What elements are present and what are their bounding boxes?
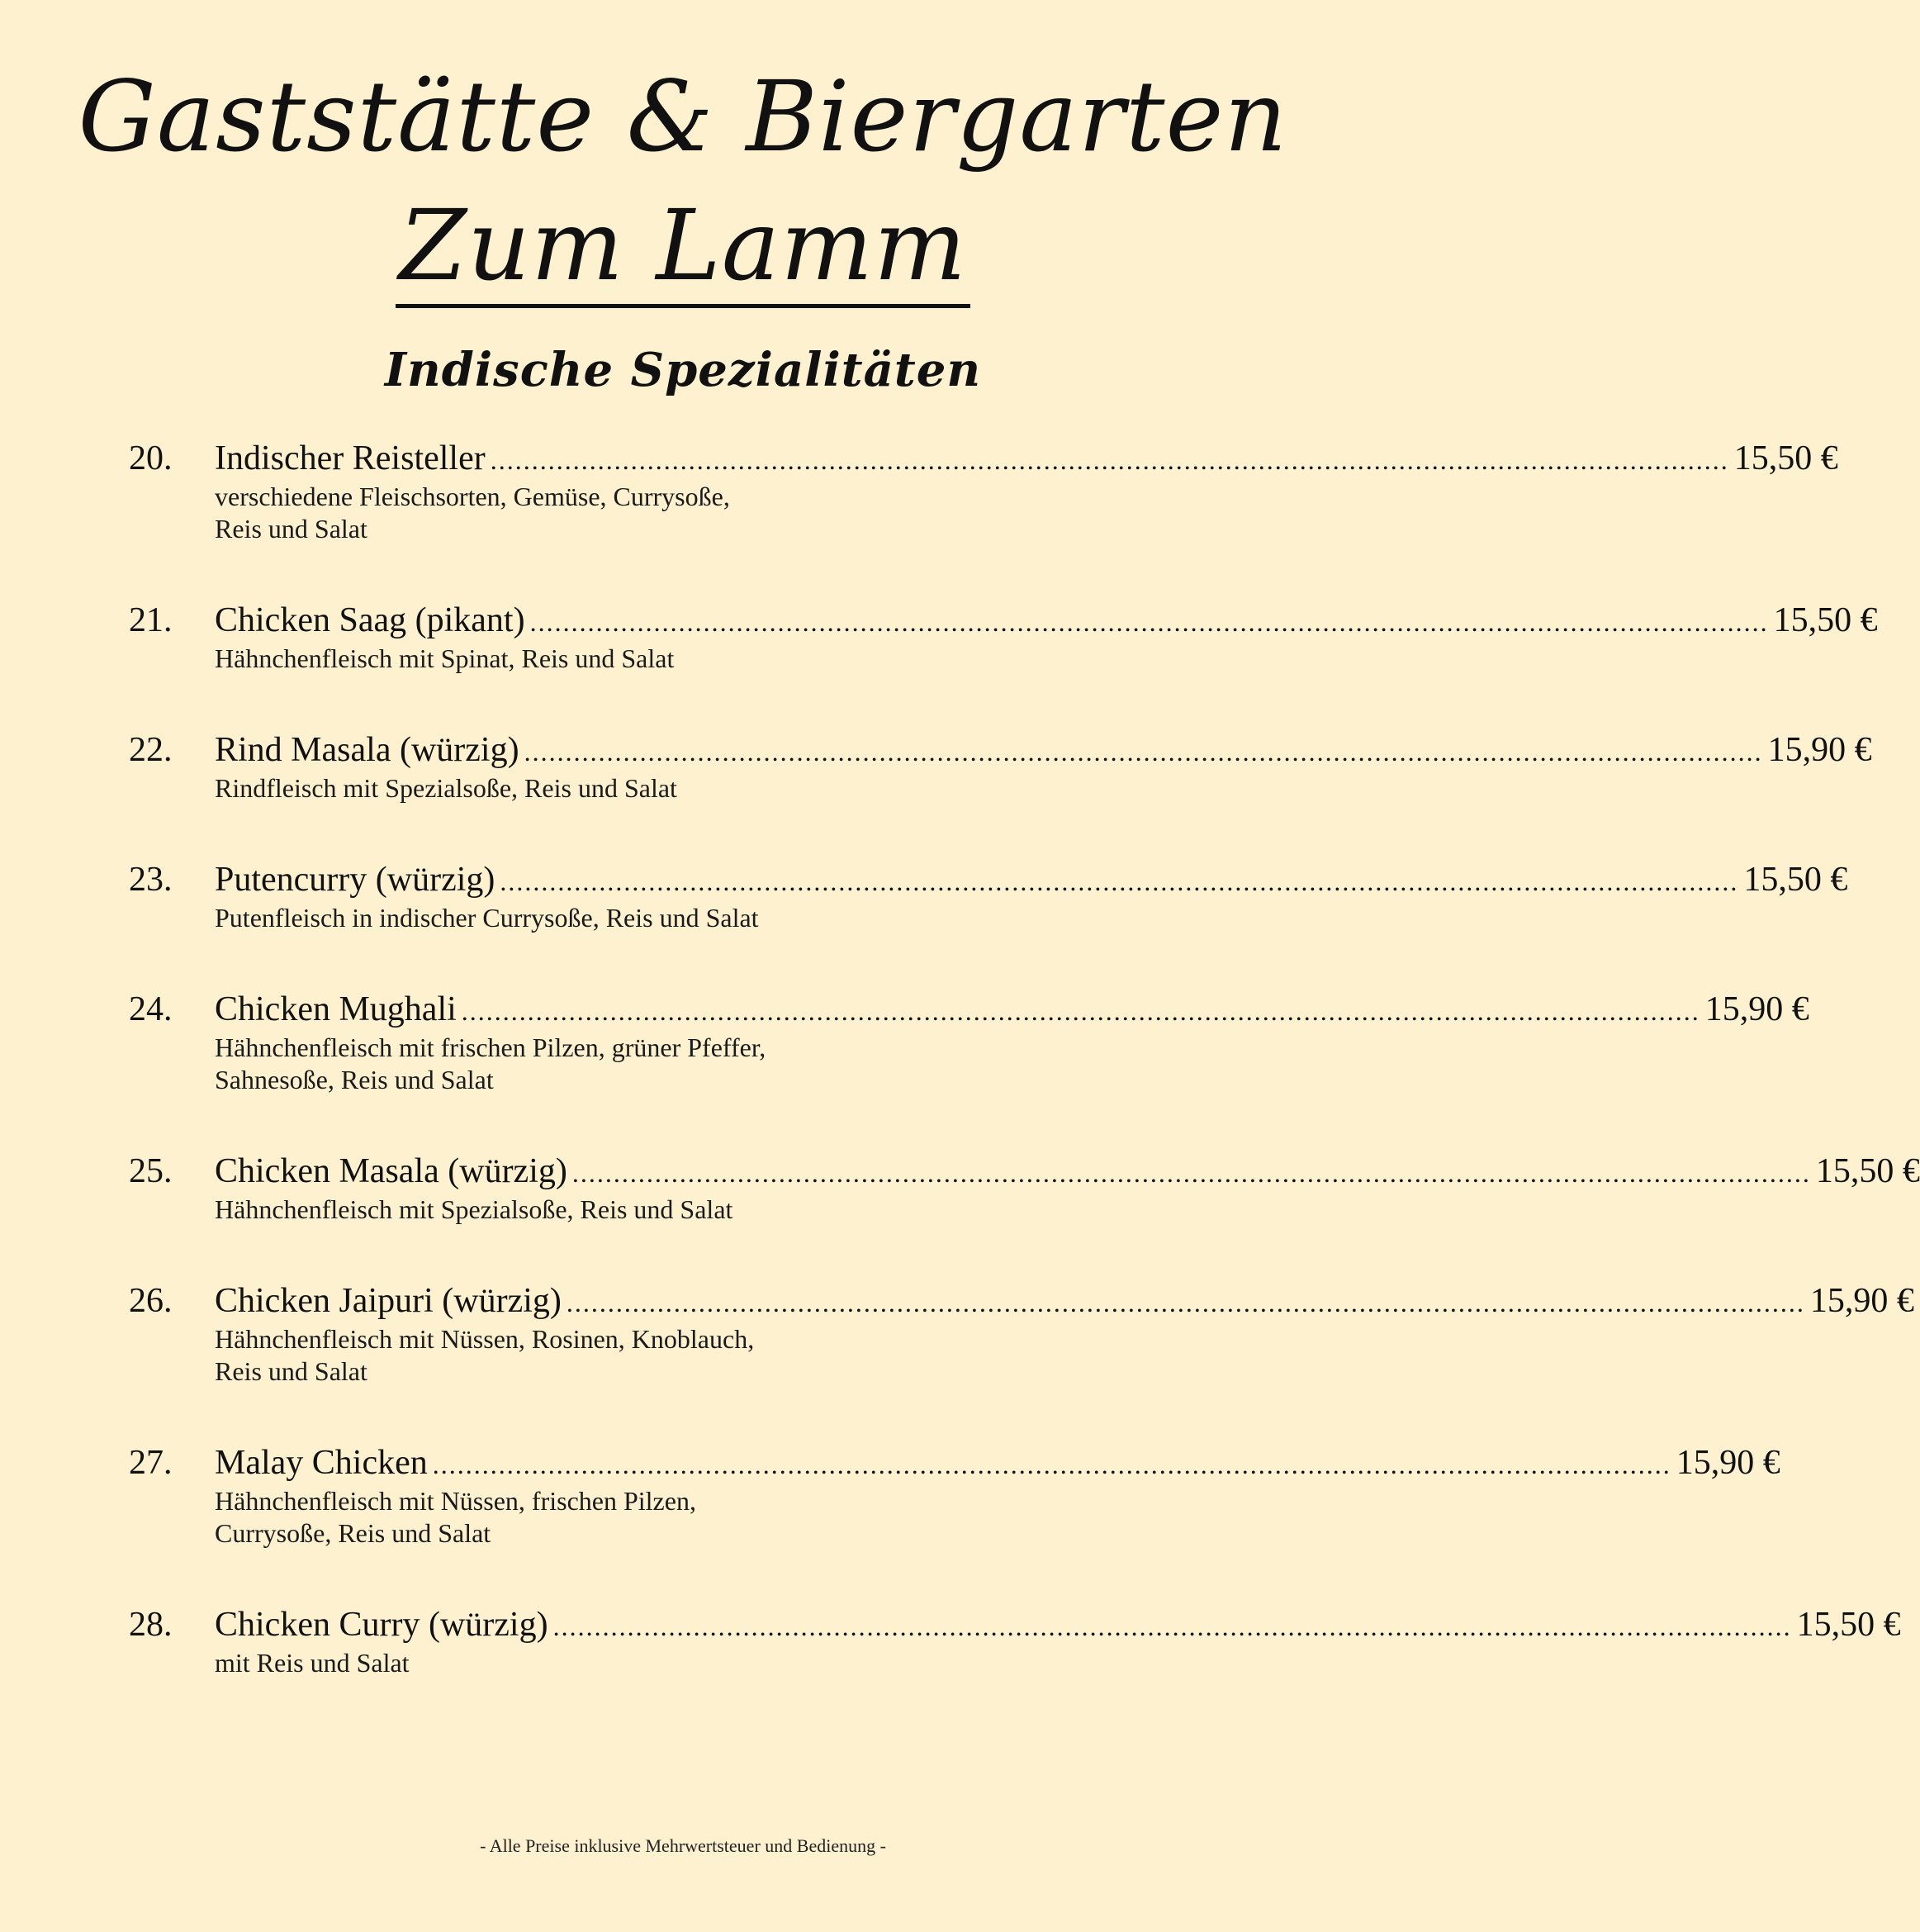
item-number: 25. <box>129 1152 173 1190</box>
dot-leader: ...................................................................................................................................................... <box>529 607 1769 637</box>
item-name: Rind Masala (würzig) <box>215 731 519 769</box>
item-description-line: Hähnchenfleisch mit Nüssen, frischen Pilzen, <box>215 1486 696 1516</box>
item-price: 15,50 € <box>1815 1152 1920 1190</box>
dot-leader: ...................................................................................................................................................... <box>461 996 1700 1026</box>
item-price: 15,90 € <box>1767 731 1872 769</box>
item-name: Chicken Saag (pikant) <box>215 601 525 639</box>
item-number: 28. <box>129 1606 173 1644</box>
item-description-line: Hähnchenfleisch mit Spinat, Reis und Salat <box>215 643 675 673</box>
item-description <box>215 1323 1211 1388</box>
item-description-line: Reis und Salat <box>215 1356 367 1386</box>
dot-leader: ...................................................................................................................................................... <box>571 1158 1811 1188</box>
dot-leader: ...................................................................................................................................................... <box>566 1288 1805 1317</box>
item-description-line: Hähnchenfleisch mit Nüssen, Rosinen, Knoblauch, <box>215 1324 755 1354</box>
item-description-line: Hähnchenfleisch mit frischen Pilzen, grüner Pfeffer, <box>215 1032 766 1062</box>
item-description <box>215 772 1211 805</box>
item-name: Malay Chicken <box>215 1444 428 1482</box>
menu-item <box>129 598 1878 675</box>
item-description-line: Sahnesoße, Reis und Salat <box>215 1065 494 1094</box>
restaurant-name <box>0 188 1366 302</box>
item-description <box>215 1485 1211 1550</box>
item-number: 27. <box>129 1444 173 1482</box>
item-description <box>215 481 1211 545</box>
item-number: 21. <box>129 601 173 639</box>
menu-item <box>129 728 1872 805</box>
menu-item <box>129 1441 1780 1550</box>
item-description <box>215 1194 1211 1226</box>
item-description <box>215 1032 1211 1096</box>
item-price: 15,90 € <box>1809 1282 1914 1320</box>
dot-leader: ...................................................................................................................................................... <box>490 445 1729 475</box>
item-description-line: mit Reis und Salat <box>215 1648 410 1678</box>
item-description <box>215 1647 1211 1679</box>
item-price: 15,90 € <box>1676 1444 1780 1482</box>
dot-leader: ...................................................................................................................................................... <box>524 737 1763 767</box>
item-description-line: Putenfleisch in indischer Currysoße, Reis und Salat <box>215 903 759 933</box>
item-number: 23. <box>129 861 173 899</box>
item-description-line: Currysoße, Reis und Salat <box>215 1518 491 1548</box>
footer-note: - Alle Preise inklusive Mehrwertsteuer und Bedienung - <box>480 1835 886 1856</box>
item-price: 15,50 € <box>1743 861 1848 899</box>
menu-item <box>129 1602 1901 1679</box>
item-price: 15,50 € <box>1773 601 1878 639</box>
item-description <box>215 643 1211 675</box>
item-description <box>215 902 1211 934</box>
menu-item <box>129 857 1848 934</box>
item-name: Chicken Curry (würzig) <box>215 1606 548 1644</box>
menu-item <box>129 987 1809 1096</box>
menu-item <box>129 1279 1914 1388</box>
restaurant-title: Gaststätte & Biergarten <box>78 59 1288 173</box>
item-name: Chicken Mughali <box>215 990 457 1028</box>
dot-leader: ...................................................................................................................................................... <box>500 866 1739 896</box>
item-description-line: Rindfleisch mit Spezialsoße, Reis und Salat <box>215 773 677 803</box>
item-name: Chicken Jaipuri (würzig) <box>215 1282 562 1320</box>
item-price: 15,50 € <box>1796 1606 1901 1644</box>
item-number: 22. <box>129 731 173 769</box>
item-name: Indischer Reisteller <box>215 439 486 477</box>
item-price: 15,90 € <box>1704 990 1809 1028</box>
item-name: Putencurry (würzig) <box>215 861 495 899</box>
item-price: 15,50 € <box>1733 439 1838 477</box>
item-description-line: Reis und Salat <box>215 514 367 544</box>
item-number: 20. <box>129 439 173 477</box>
menu-item <box>129 436 1838 545</box>
item-name: Chicken Masala (würzig) <box>215 1152 567 1190</box>
item-description-line: verschiedene Fleischsorten, Gemüse, Currysoße, <box>215 482 730 511</box>
item-number: 26. <box>129 1282 173 1320</box>
dot-leader: ...................................................................................................................................................... <box>432 1450 1671 1479</box>
item-number: 24. <box>129 990 173 1028</box>
menu-item <box>129 1149 1920 1226</box>
section-heading: Indische Spezialitäten <box>384 343 982 397</box>
item-description-line: Hähnchenfleisch mit Spezialsoße, Reis und Salat <box>215 1194 733 1224</box>
restaurant-name-text: Zum Lamm <box>396 188 970 308</box>
dot-leader: ...................................................................................................................................................... <box>552 1612 1792 1641</box>
